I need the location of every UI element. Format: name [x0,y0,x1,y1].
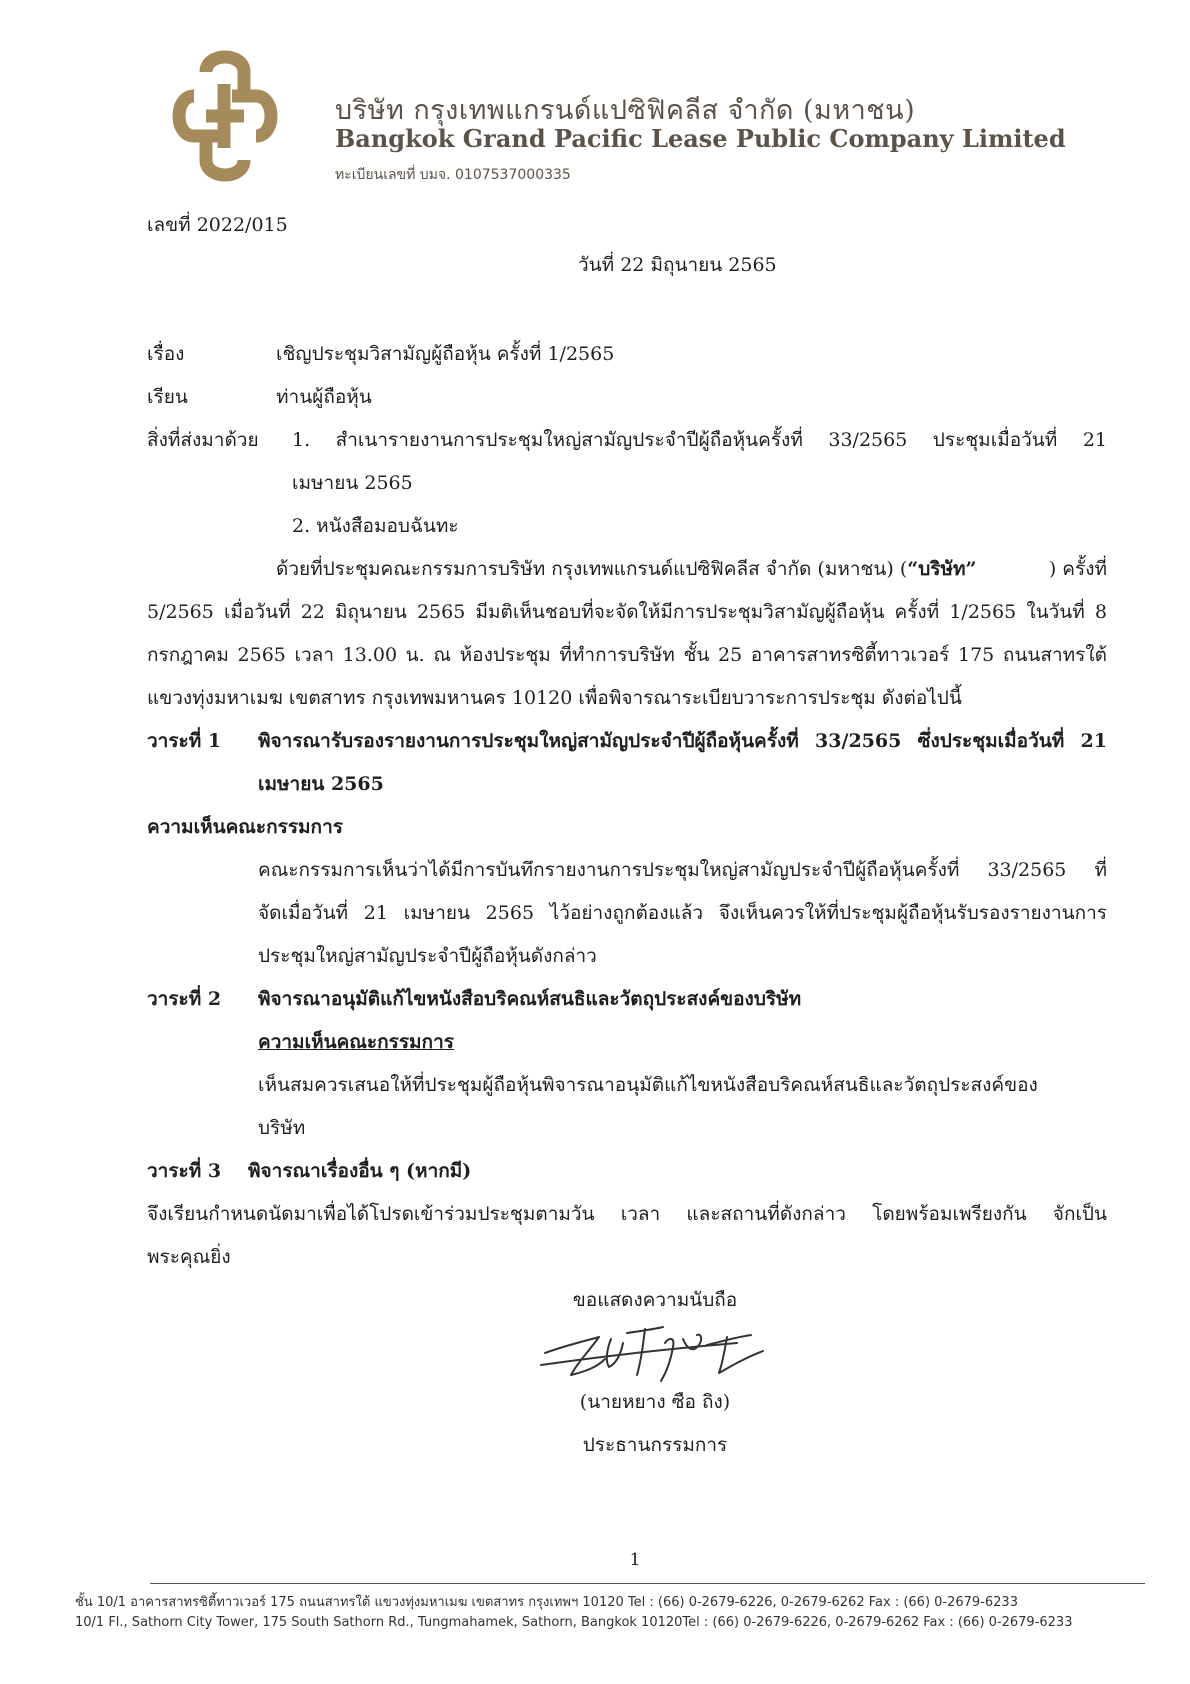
intro-line-1-text: ด้วยที่ประชุมคณะกรรมการบริษัท กรุงเทพแกรนด์แปซิฟิคลีส จำกัด (มหาชน) ( [276,558,908,580]
company-registration: ทะเบียนเลขที่ บมจ. 0107537000335 [335,167,571,183]
agenda-2-opinion-heading: ความเห็นคณะกรรมการ [258,1031,454,1053]
intro-line-1 [276,554,1107,584]
footer-divider [150,1583,1145,1584]
signatory-title: ประธานกรรมการ [582,1434,728,1456]
recipient-label: เรียน [147,386,188,408]
regards: ขอแสดงความนับถือ [572,1289,738,1311]
agenda-2-opinion-line-2: บริษัท [258,1117,306,1139]
company-name-thai: บริษัท กรุงเทพแกรนด์แปซิฟิคลีส จำกัด (มหาชน) [335,95,916,126]
agenda-3-label: วาระที่ 3 [147,1160,222,1182]
footer-address-english: 10/1 Fl., Sathorn City Tower, 175 South Sathorn Rd., Tungmahamek, Sathorn, Bangkok 10120Tel : (66) 0-2679-6226, 0-2679-6262 Fax : (66) 0-2679-6233 [75,1615,1073,1630]
agenda-1-label: วาระที่ 1 [147,730,222,752]
agenda-1-title-cont: เมษายน 2565 [258,773,384,795]
intro-line-4: แขวงทุ่งมหาเมฆ เขตสาทร กรุงเทพมหานคร 10120 เพื่อพิจารณาระเบียบวาระการประชุม ดังต่อไปนี้ [147,687,962,709]
subject-label: เรื่อง [147,343,185,365]
intro-line-1-end: ) ครั้งที่ [1048,558,1107,580]
intro-defined-term: “บริษัท” [907,558,977,580]
intro-line-2: 5/2565 เมื่อวันที่ 22 มิถุนายน 2565 มีมติเห็นชอบที่จะจัดให้มีการประชุมวิสามัญผู้ถือหุ้น ครั้งที่ 1/2565 ในวันที่ 8 [147,601,1107,623]
enclosures-label: สิ่งที่ส่งมาด้วย [147,429,259,451]
document-date: วันที่ 22 มิถุนายน 2565 [578,254,777,276]
agenda-1-opinion-line-2: จัดเมื่อวันที่ 21 เมษายน 2565 ไว้อย่างถูกต้องแล้ว จึงเห็นควรให้ที่ประชุมผู้ถือหุ้นรับรองรายงานการ [258,902,1107,924]
enclosure-item-1-cont: เมษายน 2565 [292,472,413,494]
agenda-2-title: พิจารณาอนุมัติแก้ไขหนังสือบริคณห์สนธิและวัตถุประสงค์ของบริษัท [258,988,802,1010]
document-number: เลขที่ 2022/015 [147,214,288,236]
company-logo [166,44,284,188]
agenda-1-opinion-line-1: คณะกรรมการเห็นว่าได้มีการบันทึกรายงานการประชุมใหญ่สามัญประจำปีผู้ถือหุ้นครั้งที่ 33/2565 ที่ [258,859,1107,881]
agenda-3-title: พิจารณาเรื่องอื่น ๆ (หากมี) [248,1160,472,1182]
agenda-1-opinion-heading: ความเห็นคณะกรรมการ [147,816,343,838]
enclosure-item-2: 2. หนังสือมอบฉันทะ [292,515,459,537]
closing-line-2: พระคุณยิ่ง [147,1246,231,1268]
signatory-name: (นายหยาง ซือ ถิง) [579,1391,731,1413]
page-number: 1 [629,1550,641,1570]
signature-image [537,1315,772,1387]
agenda-1-opinion-line-3: ประชุมใหญ่สามัญประจำปีผู้ถือหุ้นดังกล่าว [258,945,597,967]
recipient-value: ท่านผู้ถือหุ้น [276,386,372,408]
agenda-2-opinion-line-1: เห็นสมควรเสนอให้ที่ประชุมผู้ถือหุ้นพิจารณาอนุมัติแก้ไขหนังสือบริคณห์สนธิและวัตถุประสงค์ของ [258,1074,1038,1096]
agenda-1-title: พิจารณารับรองรายงานการประชุมใหญ่สามัญประจำปีผู้ถือหุ้นครั้งที่ 33/2565 ซึ่งประชุมเมื่อวันที่ 21 [258,730,1107,752]
closing-line-1: จึงเรียนกำหนดนัดมาเพื่อได้โปรดเข้าร่วมประชุมตามวัน เวลา และสถานที่ดังกล่าว โดยพร้อมเพรียงกัน จักเป็น [147,1203,1107,1225]
subject-value: เชิญประชุมวิสามัญผู้ถือหุ้น ครั้งที่ 1/2565 [276,343,615,365]
enclosure-item-1: 1. สำเนารายงานการประชุมใหญ่สามัญประจำปีผู้ถือหุ้นครั้งที่ 33/2565 ประชุมเมื่อวันที่ 21 [292,429,1107,451]
footer-address-thai: ชั้น 10/1 อาคารสาทรซิตี้ทาวเวอร์ 175 ถนนสาทรใต้ แขวงทุ่งมหาเมฆ เขตสาทร กรุงเทพฯ 10120 Tel : (66) 0-2679-6226, 0-2679-6262 Fax : (66) 0-2679-6233 [75,1595,1018,1610]
company-name-english: Bangkok Grand Pacific Lease Public Company Limited [335,124,1066,153]
agenda-2-label: วาระที่ 2 [147,988,222,1010]
intro-line-3: กรกฎาคม 2565 เวลา 13.00 น. ณ ห้องประชุม ที่ทำการบริษัท ชั้น 25 อาคารสาทรซิตี้ทาวเวอร์ 175 ถนนสาทรใต้ [147,644,1107,666]
